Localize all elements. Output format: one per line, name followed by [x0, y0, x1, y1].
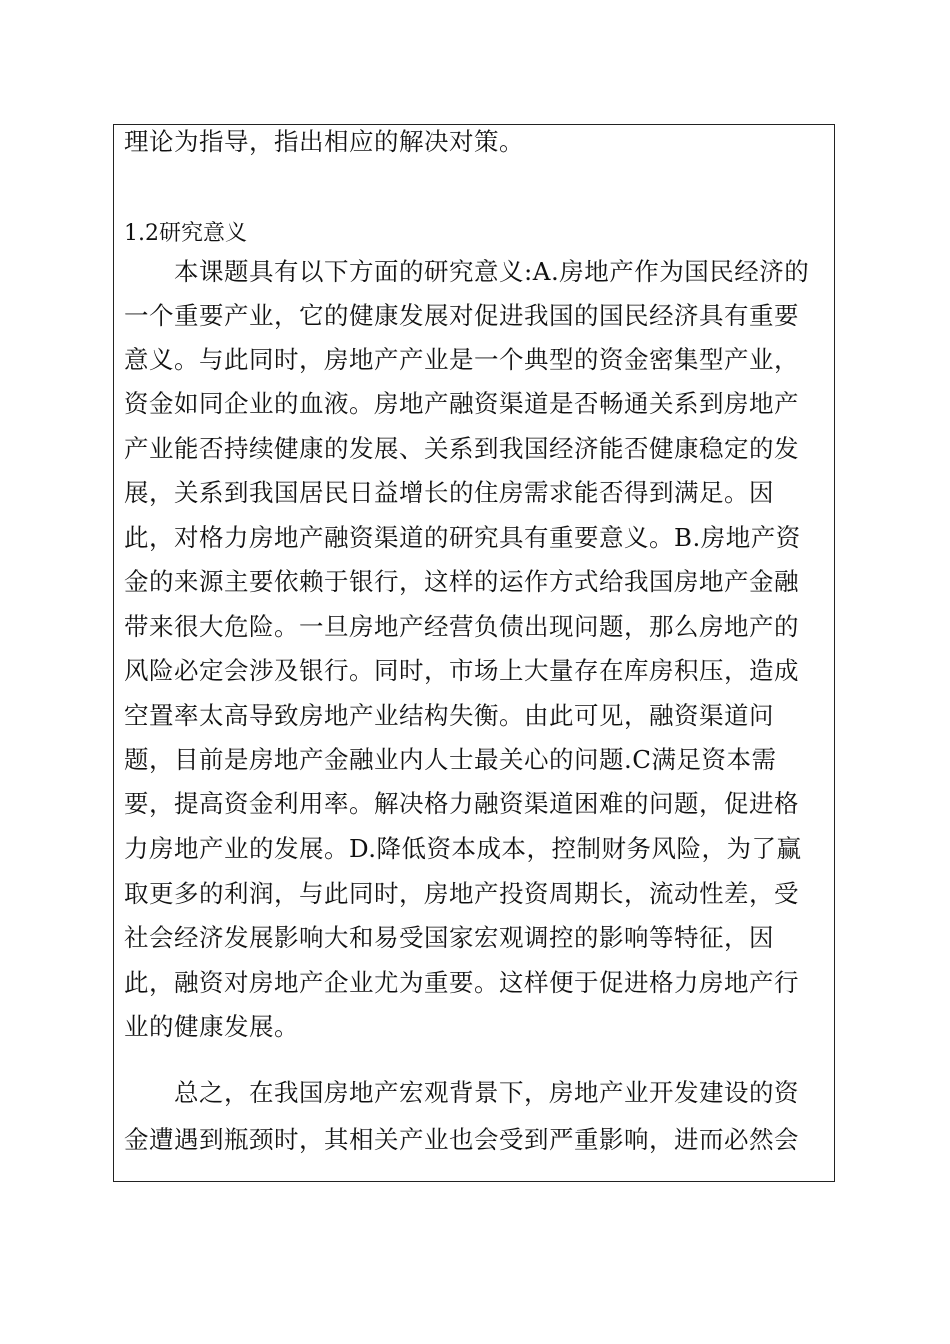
text-line: 要，提高资金利用率。解决格力融资渠道困难的问题，促进格: [124, 789, 799, 818]
text-line: 金遭遇到瓶颈时，其相关产业也会受到严重影响，进而必然会: [124, 1125, 799, 1154]
section-heading: 1.2研究意义: [124, 221, 247, 246]
text-line: 风险必定会涉及银行。同时，市场上大量存在库房积压，造成: [124, 656, 799, 685]
text-line: 意义。与此同时，房地产产业是一个典型的资金密集型产业，: [124, 345, 799, 374]
text-line: 理论为指导，指出相应的解决对策。: [124, 127, 524, 156]
text-line: 题，目前是房地产金融业内人士最关心的问题.C满足资本需: [124, 745, 777, 774]
text-line: 总之，在我国房地产宏观背景下，房地产业开发建设的资: [124, 1078, 799, 1107]
text-line: 产业能否持续健康的发展、关系到我国经济能否健康稳定的发: [124, 434, 799, 463]
text-line: 本课题具有以下方面的研究意义:A.房地产作为国民经济的: [124, 257, 810, 286]
text-line: 一个重要产业，它的健康发展对促进我国的国民经济具有重要: [124, 301, 799, 330]
text-line: 资金如同企业的血液。房地产融资渠道是否畅通关系到房地产: [124, 389, 799, 418]
text-line: 取更多的利润，与此同时，房地产投资周期长，流动性差，受: [124, 879, 799, 908]
text-line: 展，关系到我国居民日益增长的住房需求能否得到满足。因: [124, 478, 774, 507]
text-line: 业的健康发展。: [124, 1012, 299, 1041]
text-line: 社会经济发展影响大和易受国家宏观调控的影响等特征，因: [124, 923, 774, 952]
document-frame: [113, 124, 835, 1182]
text-line: 此，对格力房地产融资渠道的研究具有重要意义。B.房地产资: [124, 523, 801, 552]
text-line: 带来很大危险。一旦房地产经营负债出现问题，那么房地产的: [124, 612, 799, 641]
text-line: 空置率太高导致房地产业结构失衡。由此可见，融资渠道问: [124, 701, 774, 730]
text-line: 金的来源主要依赖于银行，这样的运作方式给我国房地产金融: [124, 567, 799, 596]
text-line: 力房地产业的发展。D.降低资本成本，控制财务风险，为了赢: [124, 834, 802, 863]
text-line: 此，融资对房地产企业尤为重要。这样便于促进格力房地产行: [124, 968, 799, 997]
